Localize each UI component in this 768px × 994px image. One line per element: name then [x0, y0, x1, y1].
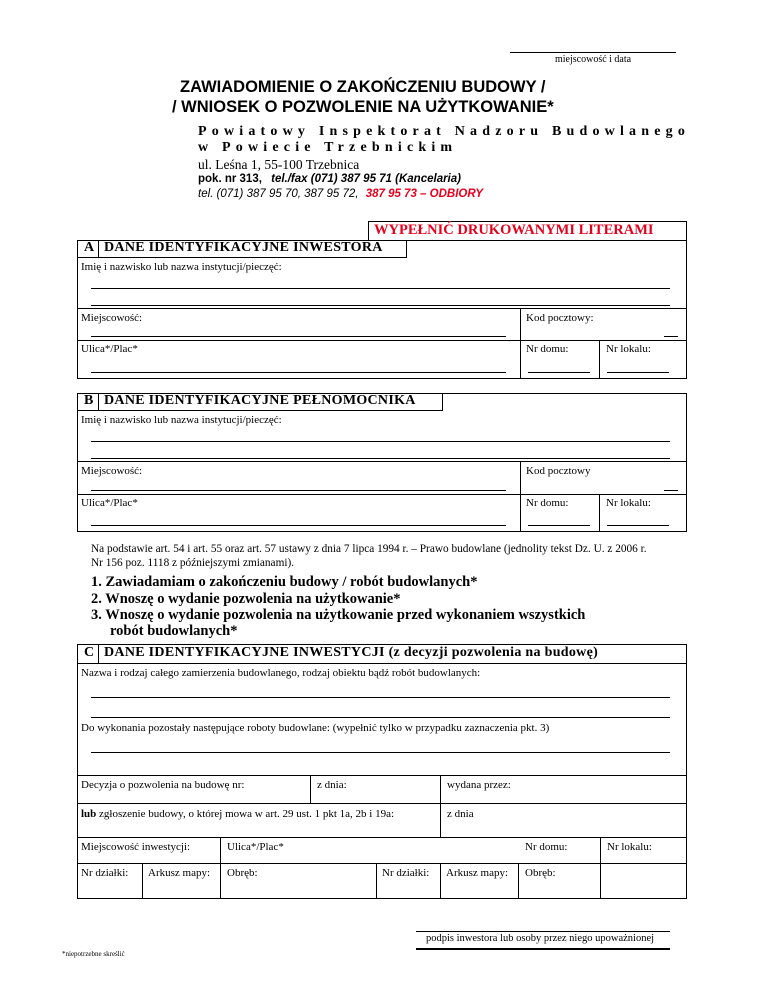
precinct-2-label: Obręb:	[525, 867, 556, 879]
legal-basis-line2: Nr 156 poz. 1118 z późniejszymi zmianami).	[91, 557, 295, 569]
office-tel-odbiory: 387 95 73 – ODBIORY	[365, 188, 484, 200]
office-tel: tel. (071) 387 95 70, 387 95 72,	[198, 188, 359, 200]
precinct-label: Obręb:	[227, 867, 258, 879]
section-c	[77, 644, 687, 899]
investor-postal-field[interactable]	[664, 336, 678, 337]
proxy-name-label: Imię i nazwisko lub nazwa instytucji/pieczęć:	[81, 414, 282, 426]
section-a-title: DANE IDENTYFIKACYJNE INWESTORA	[104, 240, 383, 255]
option-2[interactable]: 2. Wnoszę o wydanie pozwolenia na użytkowanie*	[91, 591, 401, 607]
investor-name-label: Imię i nazwisko lub nazwa instytucji/pieczęć:	[81, 261, 282, 273]
section-c-letter: C	[84, 645, 95, 660]
remaining-works-label: Do wykonania pozostały następujące roboty budowlane: (wypełnić tylko w przypadku zaznaczenia pkt. 3)	[81, 722, 550, 734]
print-notice: WYPEŁNIĆ DRUKOWANYMI LITERAMI	[374, 222, 654, 238]
investor-street-label: Ulica*/Plac*	[81, 343, 138, 355]
proxy-street-label: Ulica*/Plac*	[81, 497, 138, 509]
inv-house-label: Nr domu:	[525, 841, 568, 853]
decision-date-label: z dnia:	[317, 779, 347, 791]
decision-issuer-label: wydana przez:	[447, 779, 511, 791]
proxy-house-field[interactable]	[528, 525, 590, 526]
office-name-line1: Powiatowy Inspektorat Nadzoru Budowlanego	[198, 124, 691, 139]
proxy-postal-field[interactable]	[664, 490, 678, 491]
option-3-line1[interactable]: 3. Wnoszę o wydanie pozwolenia na użytkowanie przed wykonaniem wszystkich	[91, 607, 586, 623]
proxy-apt-label: Nr lokalu:	[606, 497, 651, 509]
notification-label	[81, 808, 394, 820]
investor-street-field[interactable]	[91, 372, 506, 373]
section-a-letter: A	[84, 240, 95, 255]
investor-apt-field[interactable]	[607, 372, 669, 373]
proxy-house-label: Nr domu:	[526, 497, 569, 509]
proxy-name-field-1[interactable]	[91, 441, 670, 442]
proxy-city-field[interactable]	[91, 490, 506, 491]
inv-apt-label: Nr lokalu:	[607, 841, 652, 853]
lub-text: lub	[81, 808, 97, 820]
signature-label: podpis inwestora lub osoby przez niego upoważnionej	[426, 933, 655, 944]
office-telfax: tel./fax (071) 387 95 71 (Kancelaria)	[271, 173, 461, 185]
option-1[interactable]: 1. Zawiadamiam o zakończeniu budowy / robót budowlanych*	[91, 574, 478, 590]
notification-date-label: z dnia	[447, 808, 474, 820]
investor-house-field[interactable]	[528, 372, 590, 373]
section-c-title: DANE IDENTYFIKACYJNE INWESTYCJI (z decyzji pozwolenia na budowę)	[104, 645, 599, 660]
remaining-works-field[interactable]	[91, 752, 670, 753]
investor-apt-label: Nr lokalu:	[606, 343, 651, 355]
option-3-line2[interactable]: robót budowlanych*	[110, 623, 238, 639]
investor-name-field-2[interactable]	[91, 305, 670, 306]
plot-number-label: Nr działki:	[81, 867, 129, 879]
office-name-line2: w Powiecie Trzebnickim	[198, 140, 458, 155]
investment-scope-label: Nazwa i rodzaj całego zamierzenia budowlanego, rodzaj obiektu bądź robót budowlanych:	[81, 667, 481, 679]
investment-scope-field-1[interactable]	[91, 697, 670, 698]
place-date-line	[510, 52, 676, 53]
legal-basis-line1: Na podstawie art. 54 i art. 55 oraz art. 57 ustawy z dnia 7 lipca 1994 r. – Prawo budowlane (jednolity tekst Dz. U. z 2006 r.	[91, 543, 647, 555]
proxy-name-field-2[interactable]	[91, 458, 670, 459]
office-address: ul. Leśna 1, 55-100 Trzebnica	[198, 157, 360, 172]
proxy-postal-label: Kod pocztowy	[526, 465, 591, 477]
proxy-city-label: Miejscowość:	[81, 465, 143, 477]
inv-city-label: Miejscowość inwestycji:	[81, 841, 191, 853]
plot-number-2-label: Nr działki:	[382, 867, 430, 879]
investor-name-field-1[interactable]	[91, 288, 670, 289]
section-b-letter: B	[84, 393, 94, 408]
proxy-apt-field[interactable]	[607, 525, 669, 526]
office-tel-line	[198, 188, 483, 200]
investor-city-field[interactable]	[91, 336, 506, 337]
office-room-line	[198, 173, 461, 185]
place-date-label: miejscowość i data	[555, 54, 632, 65]
office-room: pok. nr 313,	[198, 173, 262, 185]
investor-postal-label: Kod pocztowy:	[526, 312, 594, 324]
map-sheet-2-label: Arkusz mapy:	[446, 867, 509, 879]
investment-scope-field-2[interactable]	[91, 717, 670, 718]
form-title-line1: ZAWIADOMIENIE O ZAKOŃCZENIU BUDOWY /	[180, 78, 546, 96]
inv-street-label: Ulica*/Plac*	[227, 841, 284, 853]
section-b-title: DANE IDENTYFIKACYJNE PEŁNOMOCNIKA	[104, 393, 416, 408]
notification-text: zgłoszenie budowy, o której mowa w art. 29 ust. 1 pkt 1a, 2b i 19a:	[96, 808, 395, 820]
map-sheet-label: Arkusz mapy:	[148, 867, 211, 879]
footnote: *niepotrzebne skreślić	[62, 950, 125, 958]
investor-city-label: Miejscowość:	[81, 312, 143, 324]
investor-house-label: Nr domu:	[526, 343, 569, 355]
decision-number-label: Decyzja o pozwolenia na budowę nr:	[81, 779, 245, 791]
proxy-street-field[interactable]	[91, 525, 506, 526]
signature-line[interactable]	[416, 931, 670, 932]
form-title-line2: / WNIOSEK O POZWOLENIE NA UŻYTKOWANIE*	[172, 98, 554, 116]
